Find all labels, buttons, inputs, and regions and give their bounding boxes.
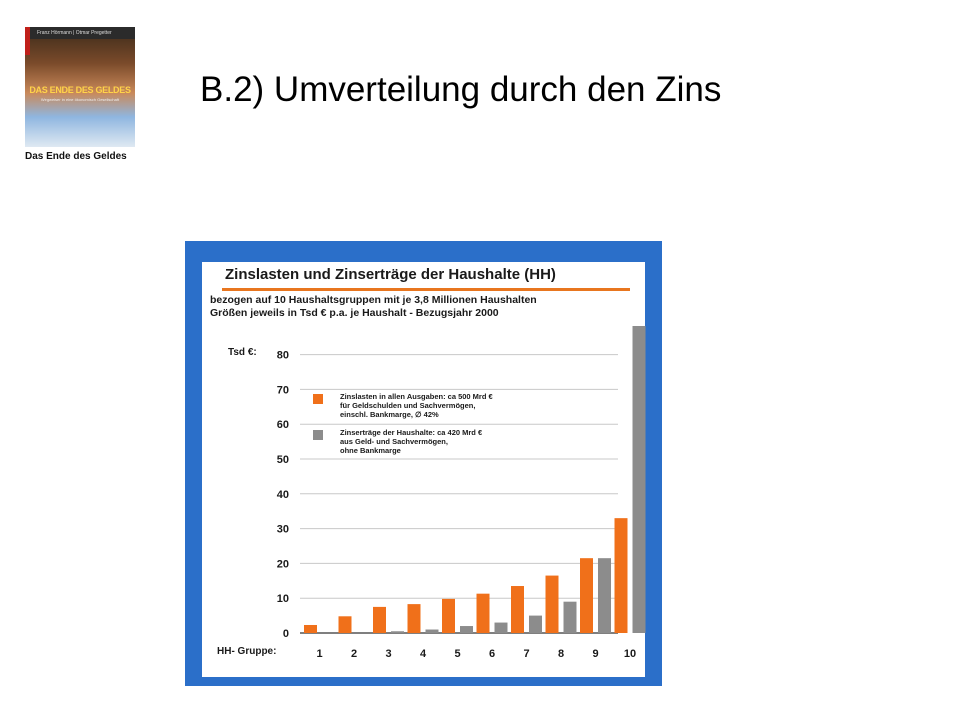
book-cover-subtitle: Wegweiser in eine ökonomisch Gesellschaft: [40, 97, 120, 102]
bar-zinsertraege: [391, 631, 404, 633]
chart-subtitle-line-1: bezogen auf 10 Haushaltsgruppen mit je 3,8 Millionen Haushalten: [210, 294, 537, 306]
bar-zinslasten: [546, 576, 559, 633]
bar-zinslasten: [373, 607, 386, 633]
x-tick-label: 6: [488, 648, 496, 660]
x-tick-label: 4: [419, 648, 427, 660]
x-tick-label: 7: [523, 648, 530, 660]
bar-zinslasten: [339, 616, 352, 633]
x-tick-label: 9: [592, 648, 599, 660]
bar-zinslasten: [477, 594, 490, 633]
bar-zinsertraege: [564, 602, 577, 633]
legend-swatch-gray: [313, 430, 323, 440]
y-tick-label: 40: [276, 488, 289, 501]
bar-zinslasten: [408, 604, 421, 633]
bar-zinslasten: [615, 518, 628, 633]
legend-swatch-orange: [313, 394, 323, 404]
bar-zinsertraege: [460, 626, 473, 633]
y-tick-label: 10: [276, 593, 289, 606]
bar-zinslasten: [304, 625, 317, 633]
y-tick-label: 80: [276, 349, 289, 362]
slide-title: B.2) Umverteilung durch den Zins: [200, 70, 722, 109]
x-tick-label: 1: [316, 648, 323, 660]
legend-line: Zinserträge der Haushalte: ca 420 Mrd €: [340, 428, 483, 437]
y-tick-label: 0: [282, 628, 289, 640]
bar-zinsertraege: [598, 558, 611, 633]
book-cover-title: DAS ENDE DES GELDES: [29, 85, 131, 95]
x-tick-label: 10: [623, 648, 637, 660]
bar-zinsertraege: [495, 623, 508, 633]
legend-line: für Geldschulden und Sachvermögen,: [340, 401, 476, 410]
x-tick-label: 2: [350, 648, 358, 660]
y-tick-label: 60: [276, 419, 289, 432]
legend-text-zinsertraege: [340, 428, 482, 455]
y-tick-label: 30: [276, 523, 289, 536]
bar-zinslasten: [442, 599, 455, 633]
bar-zinsertraege: [633, 326, 646, 633]
x-axis-label: HH- Gruppe:: [217, 646, 277, 657]
bar-zinsertraege: [426, 630, 439, 633]
book-authors: Franz Hörmann | Otmar Pregetter: [37, 30, 112, 36]
legend-line: einschl. Bankmarge, ∅ 42%: [340, 410, 439, 419]
x-tick-label: 5: [454, 648, 461, 660]
chart-title: Zinslasten und Zinserträge der Haushalte (HH): [225, 266, 556, 283]
bar-zinslasten: [580, 558, 593, 633]
x-tick-label: 8: [557, 648, 565, 660]
book-caption: Das Ende des Geldes: [25, 151, 127, 162]
y-axis-label: Tsd €:: [228, 347, 257, 358]
y-tick-label: 20: [276, 558, 289, 571]
legend-line: Zinslasten in allen Ausgaben: ca 500 Mrd €: [340, 392, 493, 401]
chart-subtitle-line-2: Größen jeweils in Tsd € p.a. je Haushalt - Bezugsjahr 2000: [210, 307, 499, 319]
y-tick-label: 70: [276, 384, 289, 397]
legend-line: ohne Bankmarge: [340, 446, 401, 455]
legend-line: aus Geld- und Sachvermögen,: [340, 437, 448, 446]
y-tick-label: 50: [276, 454, 289, 466]
bar-zinsertraege: [529, 616, 542, 633]
bar-zinslasten: [511, 586, 524, 633]
x-tick-label: 3: [385, 648, 392, 660]
legend-text-zinslasten: [340, 392, 493, 419]
